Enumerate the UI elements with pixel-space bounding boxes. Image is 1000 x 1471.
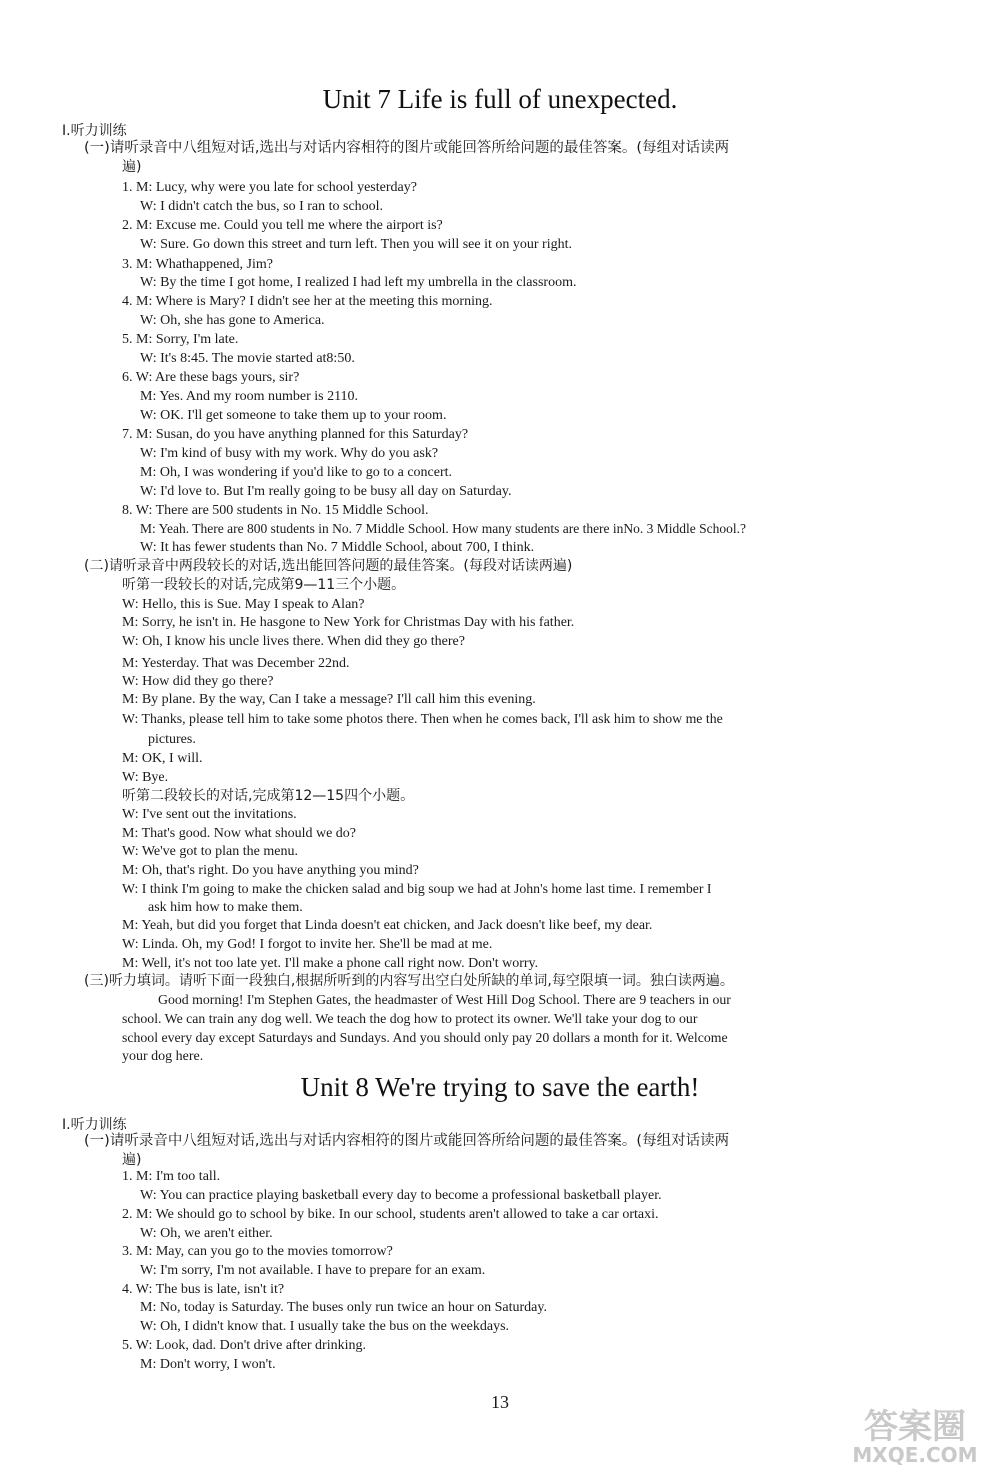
instruction-line: 听第一段较长的对话,完成第9—11三个小题。 bbox=[122, 577, 406, 593]
passage-line: school. We can train any dog well. We teach the dog how to protect its owner. We'll take your dog to our bbox=[122, 1011, 698, 1026]
dialogue-line: W: Thanks, please tell him to take some photos there. Then when he comes back, I'll ask him to show me the bbox=[122, 711, 723, 726]
dialogue-line: M: Yesterday. That was December 22nd. bbox=[122, 656, 350, 671]
dialogue-line: 5. M: Sorry, I'm late. bbox=[122, 332, 239, 347]
dialogue-line: M: Oh, I was wondering if you'd like to go to a concert. bbox=[140, 465, 453, 480]
dialogue-line: M: Yeah. There are 800 students in No. 7 Middle School. How many students are there inNo. 3 Middle School.? bbox=[140, 521, 747, 536]
dialogue-line: W: Hello, this is Sue. May I speak to Alan? bbox=[122, 597, 365, 612]
dialogue-line: M: Don't worry, I won't. bbox=[140, 1357, 276, 1372]
dialogue-line: 1. M: I'm too tall. bbox=[122, 1169, 221, 1184]
dialogue-line: W: OK. I'll get someone to take them up to your room. bbox=[140, 408, 447, 423]
instruction-line: (一)请听录音中八组短对话,选出与对话内容相符的图片或能回答所给问题的最佳答案。(每组对话读两 bbox=[84, 1133, 730, 1149]
dialogue-line: 8. W: There are 500 students in No. 15 Middle School. bbox=[122, 503, 429, 518]
dialogue-line: W: I'm sorry, I'm not available. I have to prepare for an exam. bbox=[140, 1263, 486, 1278]
dialogue-line: M: Yeah, but did you forget that Linda doesn't eat chicken, and Jack doesn't like beef, my dear. bbox=[122, 918, 653, 933]
passage-line: school every day except Saturdays and Sundays. And you should only pay 20 dollars a month for it. Welcome bbox=[122, 1030, 728, 1045]
dialogue-line: W: Oh, I didn't know that. I usually take the bus on the weekdays. bbox=[140, 1319, 510, 1334]
dialogue-line: W: I didn't catch the bus, so I ran to school. bbox=[140, 199, 384, 214]
page-number: 13 bbox=[491, 1392, 509, 1412]
section-heading: Ⅰ.听力训练 bbox=[62, 123, 127, 139]
dialogue-line: W: I think I'm going to make the chicken salad and big soup we had at John's home last time. I remember I bbox=[122, 881, 712, 896]
dialogue-line: M: By plane. By the way, Can I take a message? I'll call him this evening. bbox=[122, 692, 536, 707]
watermark-logo bbox=[840, 1400, 990, 1466]
dialogue-line: W: I'd love to. But I'm really going to be busy all day on Saturday. bbox=[140, 484, 512, 499]
dialogue-line: 4. W: The bus is late, isn't it? bbox=[122, 1282, 285, 1297]
instruction-line: 遍) bbox=[122, 159, 142, 175]
instruction-line: (三)听力填词。请听下面一段独白,根据所听到的内容写出空白处所缺的单词,每空限填一词。独白读两遍。 bbox=[84, 973, 734, 989]
dialogue-line: 2. M: Excuse me. Could you tell me where the airport is? bbox=[122, 218, 443, 233]
unit7-title: Unit 7 Life is full of unexpected. bbox=[322, 84, 678, 114]
dialogue-line: W: It has fewer students than No. 7 Middle School, about 700, I think. bbox=[140, 540, 535, 555]
dialogue-line: W: I've sent out the invitations. bbox=[122, 807, 297, 822]
dialogue-line: W: By the time I got home, I realized I had left my umbrella in the classroom. bbox=[140, 275, 577, 290]
dialogue-line: W: Oh, I know his uncle lives there. When did they go there? bbox=[122, 634, 465, 649]
dialogue-line: W: It's 8:45. The movie started at8:50. bbox=[140, 351, 355, 366]
instruction-line: (二)请听录音中两段较长的对话,选出能回答问题的最佳答案。(每段对话读两遍) bbox=[84, 558, 573, 574]
watermark-logo-text: 答案圈 bbox=[864, 1407, 966, 1447]
watermark-site-text: MXQE.COM bbox=[852, 1443, 978, 1466]
dialogue-line: W: Sure. Go down this street and turn left. Then you will see it on your right. bbox=[140, 237, 572, 252]
dialogue-line: M: No, today is Saturday. The buses only run twice an hour on Saturday. bbox=[140, 1300, 547, 1315]
dialogue-line: W: We've got to plan the menu. bbox=[122, 844, 298, 859]
dialogue-line: W: Bye. bbox=[122, 770, 169, 785]
dialogue-line: W: I'm kind of busy with my work. Why do you ask? bbox=[140, 446, 439, 461]
dialogue-line: W: Oh, we aren't either. bbox=[140, 1226, 273, 1241]
dialogue-line: M: That's good. Now what should we do? bbox=[122, 826, 357, 841]
section-heading: Ⅰ.听力训练 bbox=[62, 1117, 127, 1133]
dialogue-line: 3. M: May, can you go to the movies tomorrow? bbox=[122, 1244, 393, 1259]
dialogue-line: 6. W: Are these bags yours, sir? bbox=[122, 370, 300, 385]
instruction-line: 听第二段较长的对话,完成第12—15四个小题。 bbox=[122, 788, 415, 804]
passage-line: Good morning! I'm Stephen Gates, the headmaster of West Hill Dog School. There are 9 teachers in our bbox=[158, 992, 731, 1007]
dialogue-line: M: Oh, that's right. Do you have anything you mind? bbox=[122, 863, 419, 878]
dialogue-line: W: Oh, she has gone to America. bbox=[140, 313, 325, 328]
dialogue-line: pictures. bbox=[148, 732, 196, 747]
dialogue-line: W: Linda. Oh, my God! I forgot to invite her. She'll be mad at me. bbox=[122, 937, 493, 952]
dialogue-line: 1. M: Lucy, why were you late for school yesterday? bbox=[122, 180, 417, 195]
dialogue-line: 3. M: Whathappened, Jim? bbox=[122, 257, 273, 272]
dialogue-line: M: Yes. And my room number is 2110. bbox=[140, 389, 359, 404]
dialogue-line: M: Well, it's not too late yet. I'll make a phone call right now. Don't worry. bbox=[122, 956, 539, 971]
passage-line: your dog here. bbox=[122, 1049, 204, 1064]
dialogue-line: M: OK, I will. bbox=[122, 751, 203, 766]
dialogue-line: 7. M: Susan, do you have anything planned for this Saturday? bbox=[122, 427, 469, 442]
dialogue-line: W: How did they go there? bbox=[122, 674, 274, 689]
dialogue-line: ask him how to make them. bbox=[148, 900, 303, 915]
dialogue-line: 5. W: Look, dad. Don't drive after drinking. bbox=[122, 1338, 366, 1353]
dialogue-line: 2. M: We should go to school by bike. In our school, students aren't allowed to take a car ortaxi. bbox=[122, 1207, 659, 1222]
unit8-title: Unit 8 We're trying to save the earth! bbox=[300, 1072, 700, 1102]
dialogue-line: 4. M: Where is Mary? I didn't see her at the meeting this morning. bbox=[122, 294, 493, 309]
instruction-line: (一)请听录音中八组短对话,选出与对话内容相符的图片或能回答所给问题的最佳答案。(每组对话读两 bbox=[84, 140, 730, 156]
dialogue-line: W: You can practice playing basketball every day to become a professional basketball player. bbox=[140, 1188, 662, 1203]
dialogue-line: M: Sorry, he isn't in. He hasgone to New York for Christmas Day with his father. bbox=[122, 615, 575, 630]
instruction-line: 遍) bbox=[122, 1152, 142, 1168]
